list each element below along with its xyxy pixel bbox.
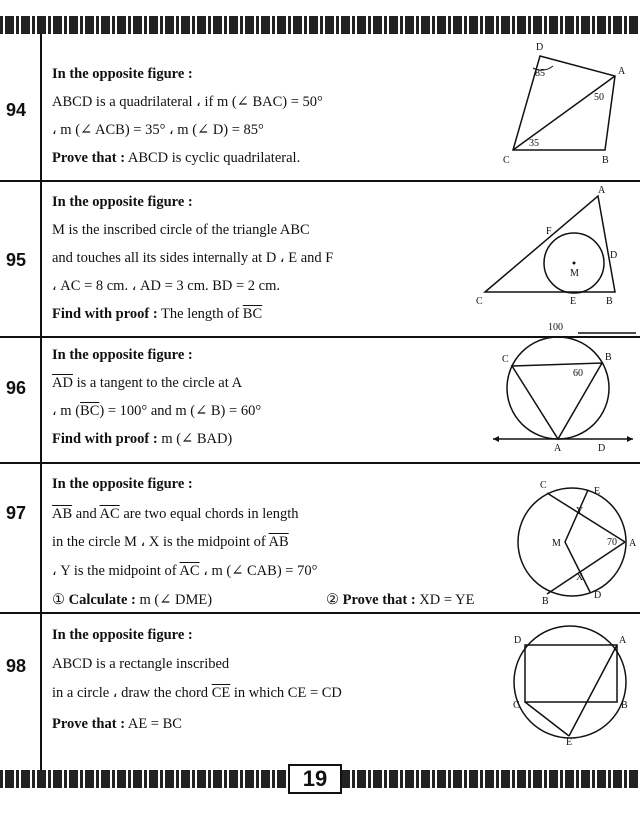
- question-number: 97: [6, 503, 27, 523]
- question-text-part: are two equal chords in length: [119, 506, 299, 522]
- point-label: B: [542, 596, 549, 607]
- point-label: C: [540, 480, 547, 491]
- question-number: 95: [6, 250, 27, 270]
- task-number: ①: [52, 592, 65, 608]
- angle-label: 100: [548, 322, 563, 333]
- prove-text: AE = BC: [125, 716, 182, 732]
- point-label: B: [606, 296, 613, 307]
- question-task: [52, 150, 300, 167]
- question-text-part: in a circle ، draw the chord: [52, 685, 212, 701]
- question-heading: In the opposite figure :: [52, 476, 193, 492]
- angle-label: 50: [594, 92, 604, 103]
- arc-label: $\overline{BC}$: [80, 403, 100, 419]
- question-task: [52, 306, 262, 323]
- point-label: X: [576, 572, 584, 583]
- top-decorative-border: [0, 16, 640, 34]
- point-label: C: [502, 354, 509, 365]
- find-label: Find with proof :: [52, 431, 158, 447]
- angle-label: 35: [529, 138, 539, 149]
- angle-label: 85: [535, 68, 545, 79]
- figure-95-incircle: [470, 184, 635, 314]
- question-text: [52, 563, 317, 580]
- question-text-part: in the circle M ، X is the midpoint of: [52, 534, 269, 550]
- point-label: B: [621, 700, 628, 711]
- question-text-part: ، Y is the midpoint of: [52, 563, 180, 579]
- point-label: A: [554, 443, 562, 454]
- point-label: B: [602, 155, 609, 166]
- question-heading: In the opposite figure :: [52, 66, 193, 82]
- calculate-label: Calculate :: [68, 592, 136, 608]
- segment-label: $\overline{AB}$: [52, 506, 73, 522]
- point-label: E: [566, 737, 573, 746]
- point-label: F: [546, 226, 552, 237]
- question-text-part: and: [72, 506, 100, 522]
- figure-98-rectangle-in-circle: [505, 618, 635, 746]
- prove-label: Prove that :: [52, 150, 126, 166]
- figure-97-equal-chords: [510, 470, 640, 610]
- segment-label: $\overline{AB}$: [268, 534, 289, 550]
- question-text: ، AC = 8 cm. ، AD = 3 cm. BD = 2 cm.: [52, 278, 281, 294]
- question-text-part: in which CE = CD: [230, 685, 342, 701]
- page-number: 19: [288, 764, 342, 794]
- question-task: [52, 431, 232, 448]
- figure-96-tangent-circle: [488, 318, 638, 454]
- segment-label: $\overline{AC}$: [99, 506, 120, 522]
- point-label: A: [598, 185, 606, 196]
- point-label: E: [594, 486, 601, 497]
- segment-label: $\overline{CE}$: [211, 685, 231, 701]
- question-text-part: is a tangent to the circle at A: [72, 375, 243, 391]
- question-text: and touches all its sides internally at D ، E and F: [52, 250, 334, 266]
- find-text: m (∠ BAD): [157, 431, 233, 447]
- point-label: C: [503, 155, 510, 166]
- point-label: B: [605, 352, 612, 363]
- point-label: A: [619, 635, 627, 646]
- question-heading: In the opposite figure :: [52, 627, 193, 643]
- question-text: [52, 403, 261, 420]
- question-text-part: ، m (∠ CAB) = 70°: [199, 563, 318, 579]
- question-text: ABCD is a quadrilateral ، if m (∠ BAC) = 50°: [52, 94, 323, 110]
- angle-label: 70: [607, 537, 617, 548]
- question-text: ، m (∠ ACB) = 35° ، m (∠ D) = 85°: [52, 122, 264, 138]
- point-label: D: [610, 250, 618, 261]
- question-divider: [0, 612, 640, 614]
- question-task: [326, 592, 474, 609]
- find-label: Find with proof :: [52, 306, 158, 322]
- calculate-text: m (∠ DME): [135, 592, 213, 608]
- point-label: C: [476, 296, 483, 307]
- point-label: Y: [576, 506, 584, 517]
- point-label: M: [570, 268, 579, 279]
- point-label: E: [570, 296, 577, 307]
- point-label: A: [629, 538, 637, 549]
- prove-label: Prove that :: [52, 716, 126, 732]
- point-label: D: [594, 590, 602, 601]
- question-number: 94: [6, 100, 27, 120]
- prove-text: ABCD is cyclic quadrilateral.: [125, 150, 301, 166]
- prove-label: Prove that :: [342, 592, 416, 608]
- question-text: [52, 534, 289, 551]
- question-text-part: ) = 100° and m (∠ B) = 60°: [99, 403, 262, 419]
- point-label: D: [598, 443, 606, 454]
- question-heading: In the opposite figure :: [52, 194, 193, 210]
- question-task: [52, 592, 212, 609]
- question-number: 96: [6, 378, 27, 398]
- point-label: D: [514, 635, 522, 646]
- question-text: [52, 506, 298, 523]
- question-divider: [0, 180, 640, 182]
- task-number: ②: [326, 592, 339, 608]
- point-label: M: [552, 538, 561, 549]
- point-label: A: [618, 66, 626, 77]
- left-column-rule: [40, 34, 42, 770]
- point-label: C: [513, 700, 520, 711]
- tangent-label: $\overline{AD}$: [52, 375, 73, 391]
- point-label: D: [536, 42, 544, 53]
- question-divider: [0, 462, 640, 464]
- find-text: The length of: [157, 306, 243, 322]
- question-text: [52, 685, 342, 702]
- segment-label: $\overline{AC}$: [179, 563, 200, 579]
- question-text: [52, 375, 242, 392]
- question-text-part: ، m (: [52, 403, 81, 419]
- question-heading: In the opposite figure :: [52, 347, 193, 363]
- prove-text: XD = YE: [415, 592, 475, 608]
- question-text: M is the inscribed circle of the triangle ABC: [52, 222, 310, 238]
- figure-94-quadrilateral: [495, 38, 630, 173]
- segment-label: $\overline{BC}$: [242, 306, 263, 322]
- angle-label: 60: [573, 368, 583, 379]
- question-number: 98: [6, 656, 27, 676]
- question-task: [52, 716, 182, 733]
- question-text: ABCD is a rectangle inscribed: [52, 656, 230, 672]
